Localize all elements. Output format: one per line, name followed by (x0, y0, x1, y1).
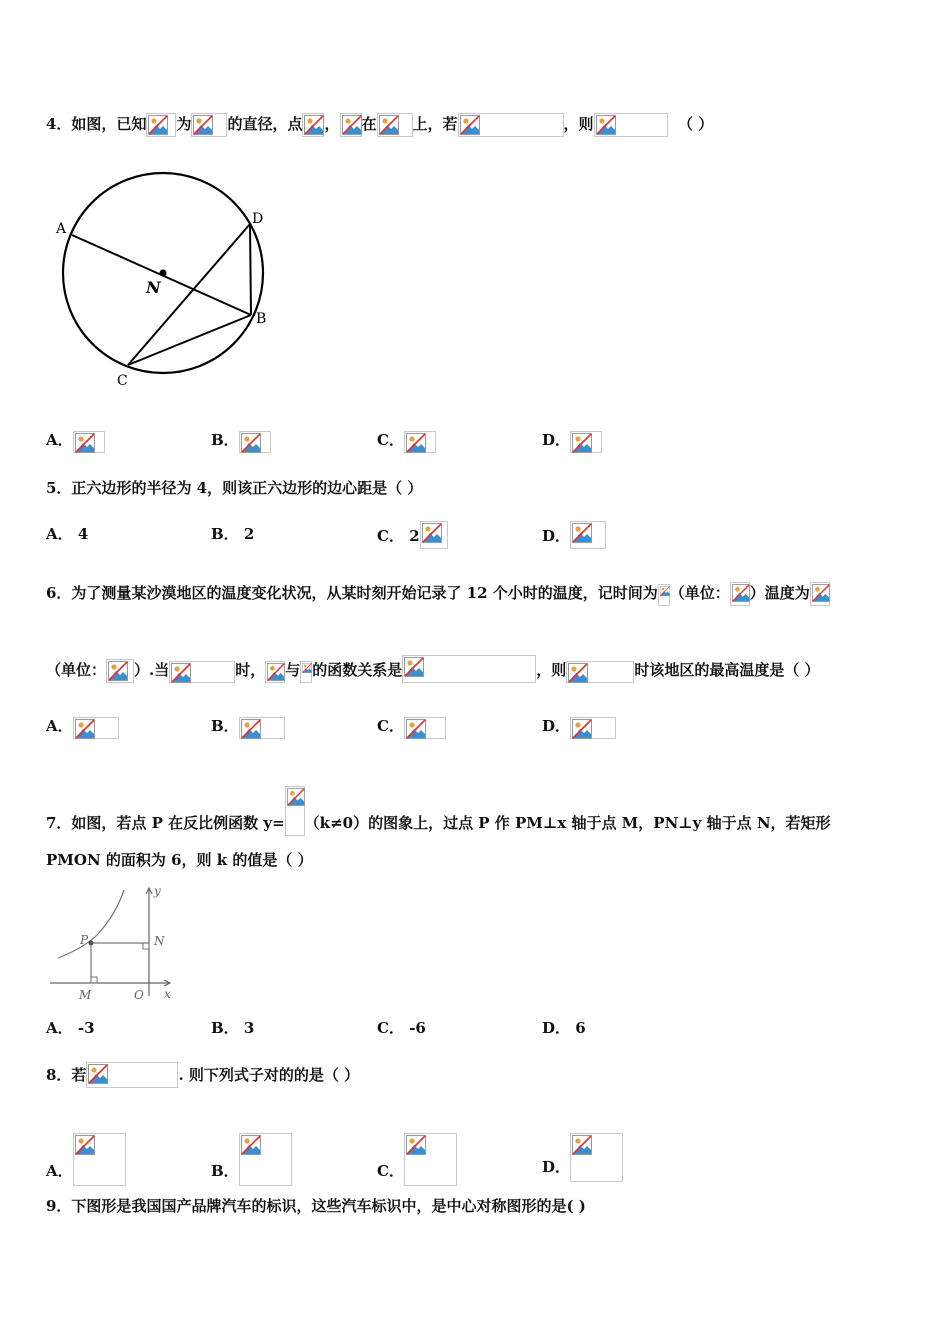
answer-image-icon (239, 431, 271, 453)
answer-image-icon (73, 1133, 126, 1186)
q8-option-a[interactable]: A． (46, 1133, 126, 1159)
answer-image-icon (570, 521, 606, 549)
q4-option-b[interactable]: B． (211, 427, 271, 453)
formula-image-icon (458, 113, 564, 137)
answer-image-icon (570, 431, 602, 453)
label-b: B (256, 311, 267, 327)
formula-image-icon (566, 661, 634, 683)
answer-image-icon (570, 1133, 623, 1182)
q5-option-c[interactable]: C． 2 (377, 521, 448, 547)
answer-image-icon (239, 717, 285, 739)
label-o: O (134, 988, 144, 1002)
circle-diagram (46, 162, 286, 394)
q7-option-d[interactable]: D． 6 (542, 1019, 586, 1037)
answer-image-icon (570, 717, 616, 739)
label-a: A (56, 221, 67, 237)
formula-image-icon (402, 655, 536, 683)
formula-image-icon (146, 113, 176, 137)
center-point (160, 270, 167, 277)
q6-option-c[interactable]: C． (377, 713, 446, 739)
answer-image-icon (404, 1133, 457, 1186)
answer-image-icon (404, 717, 446, 739)
formula-image-icon (86, 1062, 178, 1088)
q8-stem: 8．若 . 则下列式子对的的是（ ） (46, 1062, 359, 1088)
q6-stem-line1: 6．为了测量某沙漠地区的温度变化状况，从某时刻开始记录了 12 个小时的温度，记时间为 （单位： ）温度为 (46, 580, 830, 606)
formula-image-icon (340, 113, 362, 137)
q8-option-d[interactable]: D． (542, 1133, 623, 1159)
formula-image-icon (594, 113, 668, 137)
formula-image-icon (658, 584, 670, 606)
label-m: M (79, 988, 92, 1002)
q8-option-b[interactable]: B． (211, 1133, 292, 1159)
formula-image-icon (265, 661, 285, 683)
label-n: N (146, 278, 161, 297)
q4-stem: 4．如图，已知 为 的直径，点 ， 在 上，若 ，则 （ ） (46, 111, 713, 137)
q7-stem-line1: 7．如图，若点 P 在反比例函数 y= （k≠0）的图象上，过点 P 作 PM⊥x 轴于点 M，PN⊥y 轴于点 N，若矩形 (46, 786, 831, 812)
answer-image-icon (420, 521, 448, 549)
q5-option-b[interactable]: B． 2 (211, 525, 255, 543)
q7-option-b[interactable]: B． 3 (211, 1019, 255, 1037)
formula-image-icon (300, 661, 312, 683)
q5-option-a[interactable]: A． 4 (46, 525, 89, 543)
formula-image-icon (106, 659, 134, 683)
formula-image-icon (302, 113, 324, 137)
inverse-function-diagram (46, 884, 181, 1006)
q9-stem: 9．下图形是我国国产品牌汽车的标识，这些汽车标识中，是中心对称图形的是( ) (46, 1197, 586, 1215)
formula-image-icon (810, 582, 830, 606)
label-p: P (80, 933, 89, 947)
chord-bc (128, 315, 251, 365)
label-y: y (154, 884, 161, 898)
formula-image-icon (730, 582, 750, 606)
chord-db (250, 224, 251, 315)
q4-option-c[interactable]: C． (377, 427, 436, 453)
answer-image-icon (404, 431, 436, 453)
q5-stem: 5．正六边形的半径为 4，则该正六边形的边心距是（ ） (46, 479, 423, 497)
point-p (89, 941, 94, 946)
q5-option-d[interactable]: D． (542, 521, 606, 547)
answer-image-icon (239, 1133, 292, 1186)
q7-option-c[interactable]: C． -6 (377, 1019, 426, 1037)
q6-option-d[interactable]: D． (542, 713, 616, 739)
label-c: C (117, 373, 128, 389)
formula-image-icon (377, 113, 413, 137)
q6-option-a[interactable]: A． (46, 713, 119, 739)
q6-option-b[interactable]: B． (211, 713, 285, 739)
answer-image-icon (73, 431, 105, 453)
answer-image-icon (73, 717, 119, 739)
q7-stem-line2: PMON 的面积为 6，则 k 的值是（ ） (46, 851, 313, 869)
label-d: D (252, 211, 264, 227)
q6-stem-line2: （单位： ）.当 时， 与 的函数关系是 ，则 时该地区的最高温度是（ ） (46, 655, 820, 681)
formula-image-icon (169, 661, 235, 683)
label-x: x (164, 987, 171, 1001)
q4-option-a[interactable]: A． (46, 427, 105, 453)
fraction-image-icon (285, 786, 305, 836)
q8-option-c[interactable]: C． (377, 1133, 457, 1159)
q7-option-a[interactable]: A． -3 (46, 1019, 95, 1037)
label-n: N (154, 934, 165, 948)
q4-option-d[interactable]: D． (542, 427, 602, 453)
formula-image-icon (191, 113, 227, 137)
